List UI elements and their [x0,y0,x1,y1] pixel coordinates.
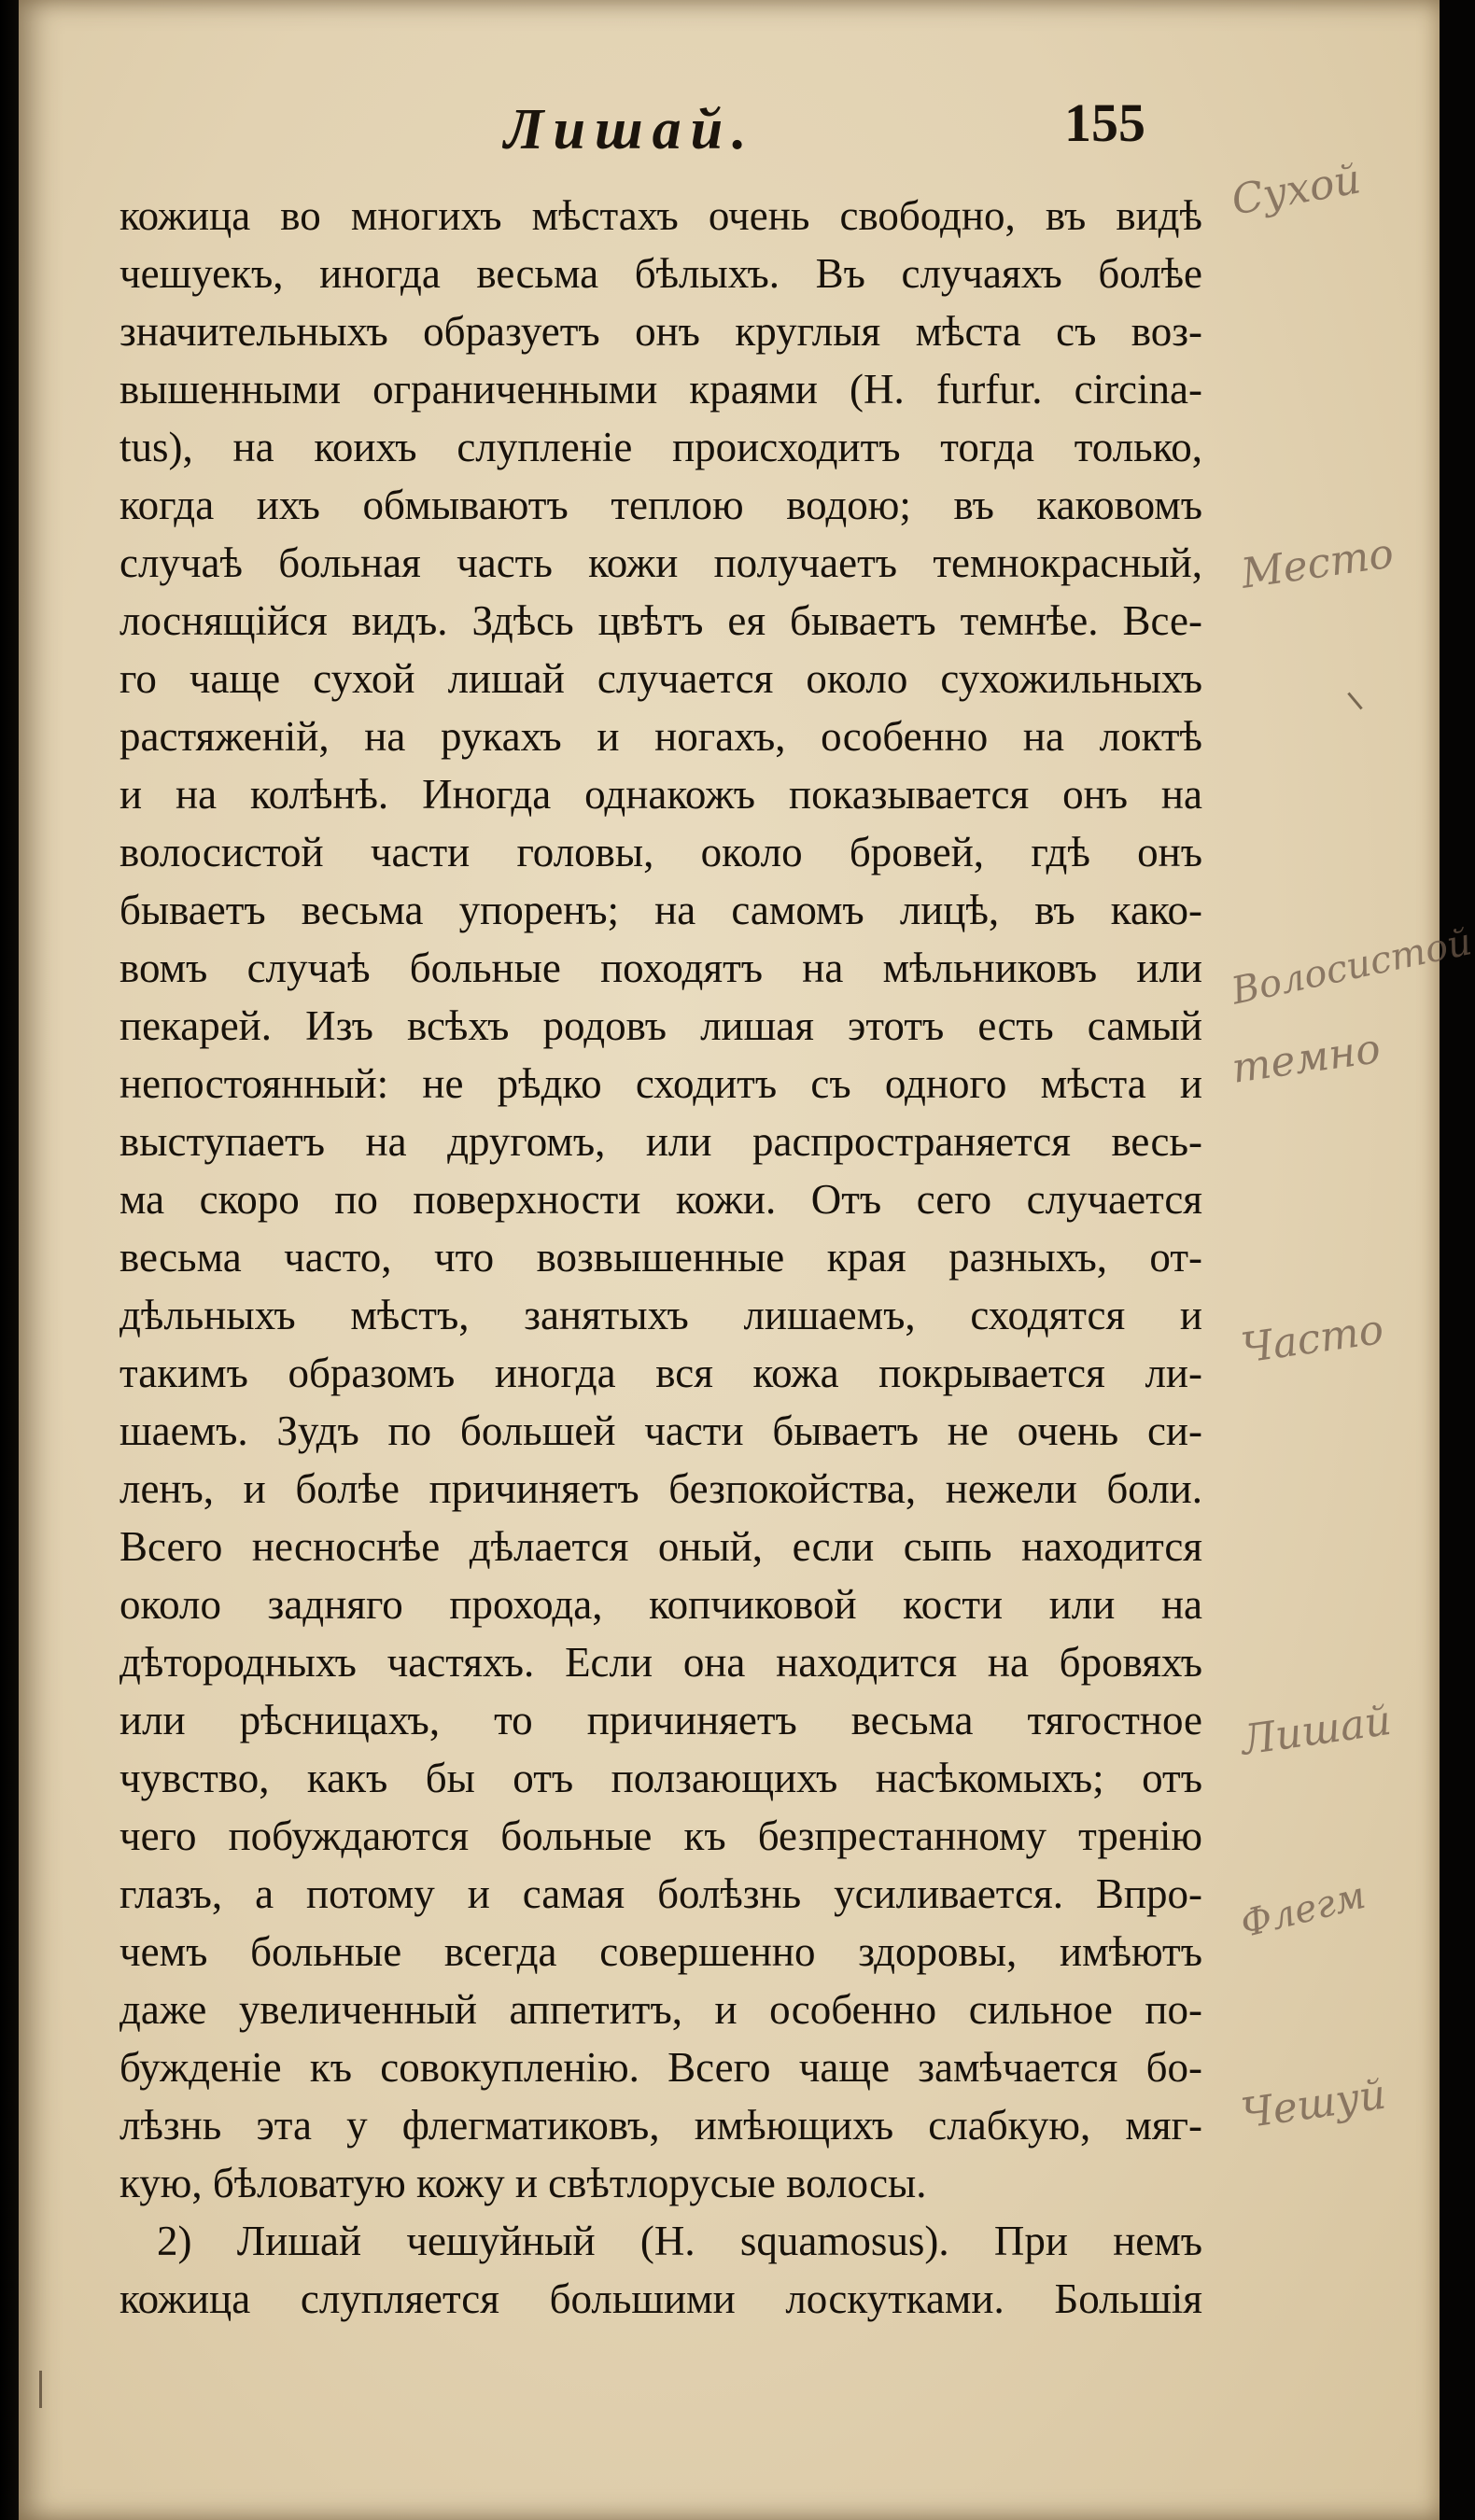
text-line: дѣтородныхъ частяхъ. Если она находится на бровяхъ [119,1639,1202,1686]
margin-pencil-note: Лишай [1238,1696,1395,1765]
text-line: ленъ, и болѣе причиняетъ безпокойства, нежели боли. [119,1465,1202,1512]
text-line: кожица во многихъ мѣстахъ очень свободно, въ видѣ [119,192,1202,239]
margin-pencil-note: Часто [1238,1305,1387,1373]
text-line: ма скоро по поверхности кожи. Отъ сего случается [119,1176,1202,1223]
text-line: весьма часто, что возвышенные края разныхъ, от- [119,1234,1202,1281]
text-line: кожица слупляется большими лоскутками. Большія [119,2275,1202,2322]
text-line: чего побуждаются больные къ безпрестанному тренію [119,1813,1202,1859]
margin-pencil-note: Сухой [1228,155,1365,225]
text-line: дѣльныхъ мѣстъ, занятыхъ лишаемъ, сходятся и [119,1292,1202,1338]
pencil-mark [1347,693,1362,710]
text-line: такимъ образомъ иногда вся кожа покрывается ли- [119,1350,1202,1396]
text-line: бужденіе къ совокупленію. Всего чаще замѣчается бо- [119,2044,1202,2091]
text-line: шаемъ. Зудъ по большей части бываетъ не очень си- [119,1407,1202,1454]
text-line: tus), на коихъ слупленіе происходитъ тогда только, [119,424,1202,470]
text-line: пекарей. Изъ всѣхъ родовъ лишая этотъ есть самый [119,1002,1202,1049]
text-line: когда ихъ обмываютъ теплою водою; въ каковомъ [119,482,1202,528]
text-line: лѣзнь эта у флегматиковъ, имѣющихъ слабкую, мяг- [119,2102,1202,2149]
text-line: даже увеличенный аппетитъ, и особенно сильное по- [119,1986,1202,2033]
text-line: значительныхъ образуетъ онъ круглыя мѣста съ воз- [119,308,1202,355]
text-line: чешуекъ, иногда весьма бѣлыхъ. Въ случаяхъ болѣе [119,250,1202,297]
margin-pencil-note: Место [1238,529,1397,598]
running-head: Лишай. [504,98,756,161]
text-line: или рѣсницахъ, то причиняетъ весьма тягостное [119,1697,1202,1743]
body-text [119,187,1202,2328]
text-line: чемъ больные всегда совершенно здоровы, имѣютъ [119,1928,1202,1975]
text-line: и на колѣнѣ. Иногда однакожъ показывается онъ на [119,771,1202,818]
margin-pencil-note: темно [1229,1025,1384,1093]
text-line: 2) Лишай чешуйный (H. squamosus). При немъ [157,2218,1202,2264]
text-line: лоснящійся видъ. Здѣсь цвѣтъ ея бываетъ темнѣе. Все- [119,597,1202,644]
text-line: Всего несноснѣе дѣлается оный, если сыпь находится [119,1523,1202,1570]
text-line: чувство, какъ бы отъ ползающихъ насѣкомыхъ; отъ [119,1755,1202,1801]
pencil-mark [39,2371,42,2408]
page-header [19,92,1195,181]
text-line: волосистой части головы, около бровей, гдѣ онъ [119,829,1202,875]
text-line: случаѣ больная часть кожи получаетъ темнокрасный, [119,539,1202,586]
text-line: вышенными ограниченными краями (H. furfur. circina- [119,366,1202,413]
text-line: около задняго прохода, копчиковой кости или на [119,1581,1202,1628]
text-line: непостоянный: не рѣдко сходитъ съ одного мѣста и [119,1060,1202,1107]
page-number: 155 [1064,92,1145,153]
text-line: кую, бѣловатую кожу и свѣтлорусые волосы. [119,2160,927,2206]
text-line: го чаще сухой лишай случается около сухожильныхъ [119,655,1202,702]
margin-pencil-note: Чешуй [1238,2070,1389,2138]
margin-pencil-note: Волосистой [1228,920,1475,1014]
text-line: глазъ, а потому и самая болѣзнь усиливается. Впро- [119,1870,1202,1917]
text-line: выступаетъ на другомъ, или распространяется весь- [119,1118,1202,1165]
text-line: бываетъ весьма упоренъ; на самомъ лицѣ, въ како- [119,887,1202,933]
text-line: растяженій, на рукахъ и ногахъ, особенно на локтѣ [119,713,1202,760]
margin-pencil-note: Флегм [1236,1873,1370,1947]
text-line: вомъ случаѣ больные походятъ на мѣльниковъ или [119,945,1202,991]
book-page [19,0,1475,2520]
